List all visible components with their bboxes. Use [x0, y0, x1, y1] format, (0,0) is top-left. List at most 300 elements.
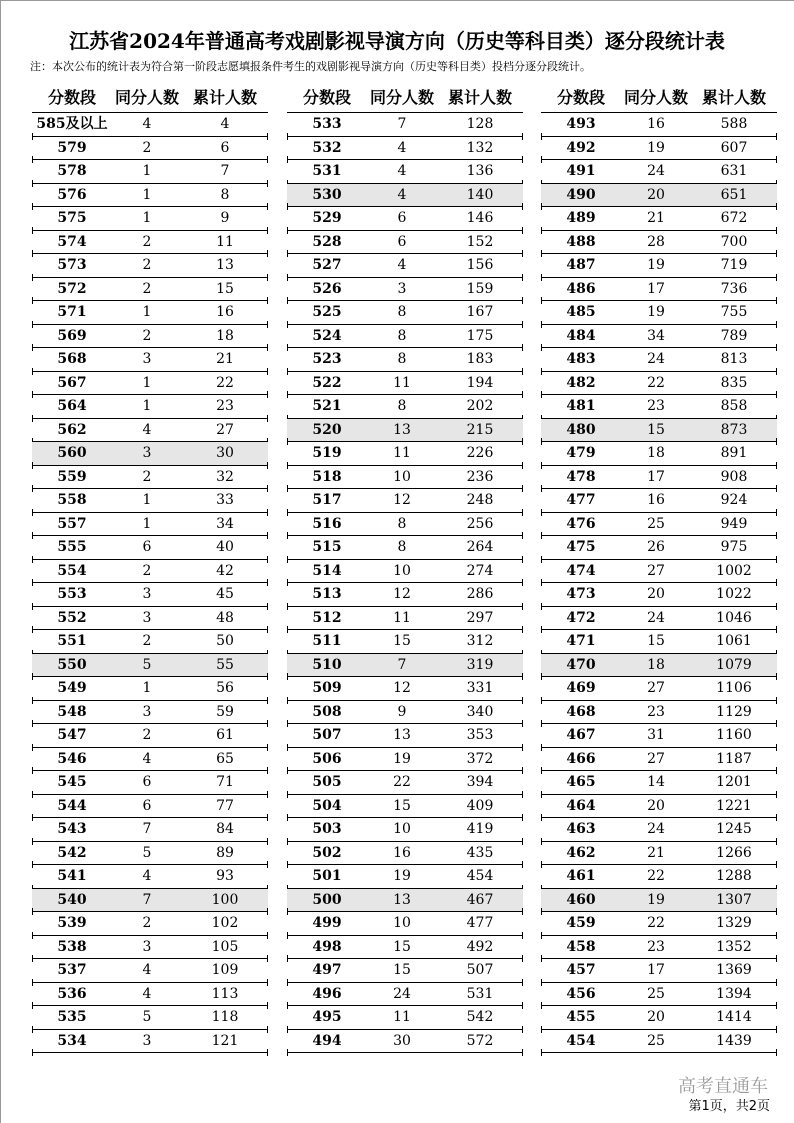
count-cell: 2	[142, 468, 152, 485]
score-cell: 569	[57, 327, 87, 344]
table-row	[541, 160, 777, 184]
table-row	[32, 818, 268, 842]
count-cell: 1	[142, 304, 152, 321]
score-cell: 472	[566, 609, 596, 626]
count-cell: 9	[397, 703, 407, 720]
count-cell: 11	[393, 1009, 411, 1026]
count-cell: 1	[142, 492, 152, 509]
cumulative-cell: 891	[720, 445, 748, 462]
cumulative-cell: 319	[466, 656, 494, 673]
cumulative-cell: 23	[216, 398, 234, 415]
score-cell: 494	[312, 1032, 342, 1049]
table-row	[287, 795, 523, 819]
table-row	[541, 677, 777, 701]
table-row	[32, 959, 268, 983]
cumulative-cell: 1201	[716, 774, 752, 791]
cumulative-cell: 1394	[716, 985, 752, 1002]
count-cell: 6	[397, 233, 407, 250]
cumulative-cell: 175	[466, 327, 494, 344]
score-cell: 490	[566, 186, 596, 203]
count-cell: 16	[647, 492, 665, 509]
cumulative-cell: 1187	[716, 750, 752, 767]
score-cell: 466	[566, 750, 596, 767]
count-cell: 1	[142, 210, 152, 227]
cumulative-cell: 572	[466, 1032, 494, 1049]
page-title: 江苏省2024年普通高考戏剧影视导演方向（历史等科目类）逐分段统计表	[69, 29, 725, 53]
cumulative-cell: 353	[466, 727, 494, 744]
score-cell: 482	[566, 374, 596, 391]
count-cell: 15	[393, 938, 411, 955]
score-cell: 462	[566, 844, 596, 861]
count-cell: 20	[647, 1009, 665, 1026]
count-cell: 19	[393, 868, 411, 885]
count-cell: 11	[393, 445, 411, 462]
count-cell: 1	[142, 186, 152, 203]
count-cell: 19	[647, 304, 665, 321]
table-row	[541, 842, 777, 866]
count-cell: 22	[647, 374, 665, 391]
count-cell: 6	[142, 797, 152, 814]
count-cell: 15	[393, 633, 411, 650]
header-cell: 同分人数	[114, 88, 179, 107]
header-cell: 累计人数	[192, 88, 257, 107]
cumulative-cell: 477	[466, 915, 494, 932]
cumulative-cell: 1221	[716, 797, 752, 814]
table-header	[541, 84, 777, 113]
score-cell: 578	[57, 163, 87, 180]
count-cell: 3	[142, 938, 152, 955]
cumulative-cell: 409	[466, 797, 494, 814]
cumulative-cell: 55	[216, 656, 234, 673]
table-row	[541, 372, 777, 396]
table-row	[32, 583, 268, 607]
score-cell: 564	[57, 398, 87, 415]
table-row	[287, 442, 523, 466]
count-cell: 2	[142, 727, 152, 744]
score-cell: 513	[312, 586, 342, 603]
count-cell: 4	[142, 421, 152, 438]
cumulative-cell: 42	[216, 562, 234, 579]
cumulative-cell: 1022	[716, 586, 752, 603]
count-cell: 1	[142, 374, 152, 391]
table-row	[287, 301, 523, 325]
score-cell: 501	[312, 868, 342, 885]
cumulative-cell: 140	[466, 186, 494, 203]
table-row	[287, 395, 523, 419]
cumulative-cell: 454	[466, 868, 494, 885]
table-row	[287, 724, 523, 748]
count-cell: 15	[393, 797, 411, 814]
score-cell: 552	[57, 609, 87, 626]
count-cell: 27	[647, 562, 665, 579]
score-cell: 531	[312, 163, 342, 180]
score-cell: 546	[57, 750, 87, 767]
table-row	[541, 231, 777, 255]
table-row	[541, 513, 777, 537]
table-row	[287, 536, 523, 560]
header-cell: 累计人数	[447, 88, 512, 107]
table-row	[287, 160, 523, 184]
score-cell: 454	[566, 1032, 596, 1049]
count-cell: 2	[142, 562, 152, 579]
table-row	[32, 842, 268, 866]
score-cell: 553	[57, 586, 87, 603]
count-cell: 8	[397, 539, 407, 556]
cumulative-cell: 71	[216, 774, 234, 791]
score-cell: 468	[566, 703, 596, 720]
count-cell: 24	[647, 163, 665, 180]
cumulative-cell: 7	[220, 163, 230, 180]
score-cell: 455	[566, 1009, 596, 1026]
count-cell: 6	[142, 539, 152, 556]
count-cell: 19	[647, 257, 665, 274]
table-row	[541, 724, 777, 748]
page-number: 第1页，共2页	[688, 1099, 770, 1114]
table-row	[32, 795, 268, 819]
cumulative-cell: 607	[720, 139, 748, 156]
score-cell: 505	[312, 774, 342, 791]
table-row	[32, 677, 268, 701]
count-cell: 16	[647, 116, 665, 133]
cumulative-cell: 264	[466, 539, 494, 556]
score-cell: 539	[57, 915, 87, 932]
cumulative-cell: 113	[211, 985, 239, 1002]
table-row	[541, 466, 777, 490]
score-cell: 473	[566, 586, 596, 603]
table-row	[541, 419, 777, 443]
score-cell: 459	[566, 915, 596, 932]
score-cell: 487	[566, 257, 596, 274]
score-cell: 560	[57, 445, 87, 462]
cumulative-cell: 4	[220, 116, 230, 133]
cumulative-cell: 45	[216, 586, 234, 603]
count-cell: 24	[647, 821, 665, 838]
cumulative-cell: 789	[720, 327, 748, 344]
count-cell: 2	[142, 233, 152, 250]
cumulative-cell: 1307	[716, 891, 752, 908]
count-cell: 25	[647, 985, 665, 1002]
count-cell: 8	[397, 398, 407, 415]
score-cell: 463	[566, 821, 596, 838]
table-row	[287, 654, 523, 678]
count-cell: 3	[142, 609, 152, 626]
count-cell: 23	[647, 398, 665, 415]
score-cell: 469	[566, 680, 596, 697]
cumulative-cell: 755	[720, 304, 748, 321]
count-cell: 22	[393, 774, 411, 791]
count-cell: 1	[142, 515, 152, 532]
score-cell: 514	[312, 562, 342, 579]
cumulative-cell: 394	[466, 774, 494, 791]
score-cell: 510	[312, 656, 342, 673]
count-cell: 2	[142, 915, 152, 932]
cumulative-cell: 40	[216, 539, 234, 556]
score-cell: 491	[566, 163, 596, 180]
cumulative-cell: 924	[720, 492, 748, 509]
score-cell: 476	[566, 515, 596, 532]
count-cell: 10	[393, 562, 411, 579]
cumulative-cell: 21	[216, 351, 234, 368]
cumulative-cell: 121	[211, 1032, 239, 1049]
cumulative-cell: 248	[466, 492, 494, 509]
table-row	[287, 466, 523, 490]
cumulative-cell: 1160	[716, 727, 752, 744]
cumulative-cell: 167	[466, 304, 494, 321]
count-cell: 13	[393, 727, 411, 744]
score-cell: 576	[57, 186, 87, 203]
table-row	[287, 607, 523, 631]
score-cell: 557	[57, 515, 87, 532]
cumulative-cell: 419	[466, 821, 494, 838]
score-cell: 517	[312, 492, 342, 509]
cumulative-cell: 507	[466, 962, 494, 979]
score-cell: 460	[566, 891, 596, 908]
score-cell: 492	[566, 139, 596, 156]
score-cell: 497	[312, 962, 342, 979]
table-row	[541, 560, 777, 584]
cumulative-cell: 908	[720, 468, 748, 485]
cumulative-cell: 340	[466, 703, 494, 720]
score-cell: 541	[57, 868, 87, 885]
score-cell: 562	[57, 421, 87, 438]
cumulative-cell: 16	[216, 304, 234, 321]
score-cell: 484	[566, 327, 596, 344]
score-cell: 496	[312, 985, 342, 1002]
table-row	[32, 983, 268, 1007]
table-row	[32, 513, 268, 537]
table-row	[32, 301, 268, 325]
cumulative-cell: 312	[466, 633, 494, 650]
table-row	[287, 865, 523, 889]
cumulative-cell: 672	[720, 210, 748, 227]
table-row	[32, 771, 268, 795]
table-row	[541, 395, 777, 419]
count-cell: 30	[393, 1032, 411, 1049]
score-cell: 529	[312, 210, 342, 227]
cumulative-cell: 835	[720, 374, 748, 391]
score-cell: 543	[57, 821, 87, 838]
score-cell: 559	[57, 468, 87, 485]
cumulative-cell: 236	[466, 468, 494, 485]
table-row	[541, 771, 777, 795]
score-cell: 542	[57, 844, 87, 861]
cumulative-cell: 102	[211, 915, 239, 932]
score-cell: 524	[312, 327, 342, 344]
table-row	[541, 889, 777, 913]
table-row	[32, 278, 268, 302]
table-row	[541, 348, 777, 372]
count-cell: 1	[142, 398, 152, 415]
header-cell: 分数段	[556, 88, 605, 107]
cumulative-cell: 61	[216, 727, 234, 744]
cumulative-cell: 59	[216, 703, 234, 720]
cumulative-cell: 873	[720, 421, 748, 438]
cumulative-cell: 1414	[716, 1009, 752, 1026]
table-row	[32, 160, 268, 184]
count-cell: 3	[142, 1032, 152, 1049]
cumulative-cell: 700	[720, 233, 748, 250]
table-row	[541, 301, 777, 325]
score-cell: 522	[312, 374, 342, 391]
count-cell: 25	[647, 515, 665, 532]
table-row	[541, 912, 777, 936]
cumulative-cell: 297	[466, 609, 494, 626]
count-cell: 4	[142, 750, 152, 767]
table-row	[287, 254, 523, 278]
table-row	[32, 442, 268, 466]
count-cell: 8	[397, 515, 407, 532]
table-column-2	[287, 84, 523, 1053]
score-cell: 498	[312, 938, 342, 955]
score-cell: 507	[312, 727, 342, 744]
table-row	[287, 489, 523, 513]
cumulative-cell: 1002	[716, 562, 752, 579]
table-row	[32, 395, 268, 419]
table-row	[32, 654, 268, 678]
count-cell: 12	[393, 492, 411, 509]
score-cell: 502	[312, 844, 342, 861]
count-cell: 7	[142, 821, 152, 838]
score-cell: 458	[566, 938, 596, 955]
cumulative-cell: 77	[216, 797, 234, 814]
count-cell: 2	[142, 280, 152, 297]
count-cell: 19	[647, 139, 665, 156]
cumulative-cell: 588	[720, 116, 748, 133]
score-cell: 499	[312, 915, 342, 932]
score-cell: 549	[57, 680, 87, 697]
table-row	[541, 748, 777, 772]
cumulative-cell: 331	[466, 680, 494, 697]
score-cell: 551	[57, 633, 87, 650]
header-cell: 分数段	[47, 88, 96, 107]
score-cell: 558	[57, 492, 87, 509]
table-row	[32, 1006, 268, 1030]
cumulative-cell: 11	[216, 233, 234, 250]
count-cell: 7	[397, 656, 407, 673]
count-cell: 24	[647, 609, 665, 626]
cumulative-cell: 1245	[716, 821, 752, 838]
count-cell: 12	[393, 586, 411, 603]
score-cell: 465	[566, 774, 596, 791]
table-column-1	[32, 84, 268, 1053]
count-cell: 26	[647, 539, 665, 556]
table-row	[287, 701, 523, 725]
score-cell: 470	[566, 656, 596, 673]
count-cell: 10	[393, 915, 411, 932]
table-row	[541, 983, 777, 1007]
cumulative-cell: 813	[720, 351, 748, 368]
table-row	[32, 1030, 268, 1054]
score-cell: 548	[57, 703, 87, 720]
cumulative-cell: 651	[720, 186, 748, 203]
count-cell: 34	[647, 327, 665, 344]
count-cell: 28	[647, 233, 665, 250]
cumulative-cell: 32	[216, 468, 234, 485]
table-row	[541, 442, 777, 466]
score-cell: 545	[57, 774, 87, 791]
table-row	[287, 1006, 523, 1030]
table-row	[541, 607, 777, 631]
cumulative-cell: 33	[216, 492, 234, 509]
count-cell: 7	[397, 116, 407, 133]
cumulative-cell: 736	[720, 280, 748, 297]
table-row	[32, 936, 268, 960]
table-row	[541, 536, 777, 560]
score-cell: 555	[57, 539, 87, 556]
score-cell: 509	[312, 680, 342, 697]
cumulative-cell: 65	[216, 750, 234, 767]
table-row	[541, 701, 777, 725]
score-cell: 515	[312, 539, 342, 556]
cumulative-cell: 1266	[716, 844, 752, 861]
cumulative-cell: 50	[216, 633, 234, 650]
cumulative-cell: 13	[216, 257, 234, 274]
score-cell: 478	[566, 468, 596, 485]
score-cell: 500	[312, 891, 342, 908]
header-cell: 分数段	[302, 88, 351, 107]
count-cell: 2	[142, 139, 152, 156]
table-row	[541, 630, 777, 654]
cumulative-cell: 34	[216, 515, 234, 532]
cumulative-cell: 631	[720, 163, 748, 180]
count-cell: 5	[142, 844, 152, 861]
table-row	[541, 113, 777, 137]
table-row	[541, 137, 777, 161]
cumulative-cell: 467	[466, 891, 494, 908]
score-cell: 456	[566, 985, 596, 1002]
count-cell: 3	[397, 280, 407, 297]
score-cell: 519	[312, 445, 342, 462]
count-cell: 18	[647, 656, 665, 673]
cumulative-cell: 183	[466, 351, 494, 368]
cumulative-cell: 156	[466, 257, 494, 274]
count-cell: 4	[142, 868, 152, 885]
score-cell: 481	[566, 398, 596, 415]
cumulative-cell: 372	[466, 750, 494, 767]
count-cell: 3	[142, 445, 152, 462]
score-cell: 477	[566, 492, 596, 509]
table-row	[32, 372, 268, 396]
cumulative-cell: 286	[466, 586, 494, 603]
count-cell: 15	[647, 633, 665, 650]
cumulative-cell: 949	[720, 515, 748, 532]
table-header	[287, 84, 523, 113]
score-cell: 573	[57, 257, 87, 274]
count-cell: 20	[647, 186, 665, 203]
count-cell: 11	[393, 609, 411, 626]
table-row	[287, 818, 523, 842]
cumulative-cell: 89	[216, 844, 234, 861]
table-row	[287, 325, 523, 349]
count-cell: 22	[647, 915, 665, 932]
table-row	[287, 513, 523, 537]
score-cell: 571	[57, 304, 87, 321]
table-row	[32, 489, 268, 513]
cumulative-cell: 56	[216, 680, 234, 697]
score-cell: 488	[566, 233, 596, 250]
count-cell: 20	[647, 586, 665, 603]
count-cell: 23	[647, 703, 665, 720]
table-row	[287, 231, 523, 255]
header-cell: 同分人数	[369, 88, 434, 107]
count-cell: 5	[142, 1009, 152, 1026]
score-cell: 554	[57, 562, 87, 579]
score-cell: 503	[312, 821, 342, 838]
table-row	[287, 583, 523, 607]
cumulative-cell: 132	[466, 139, 494, 156]
count-cell: 17	[647, 962, 665, 979]
cumulative-cell: 215	[466, 421, 494, 438]
